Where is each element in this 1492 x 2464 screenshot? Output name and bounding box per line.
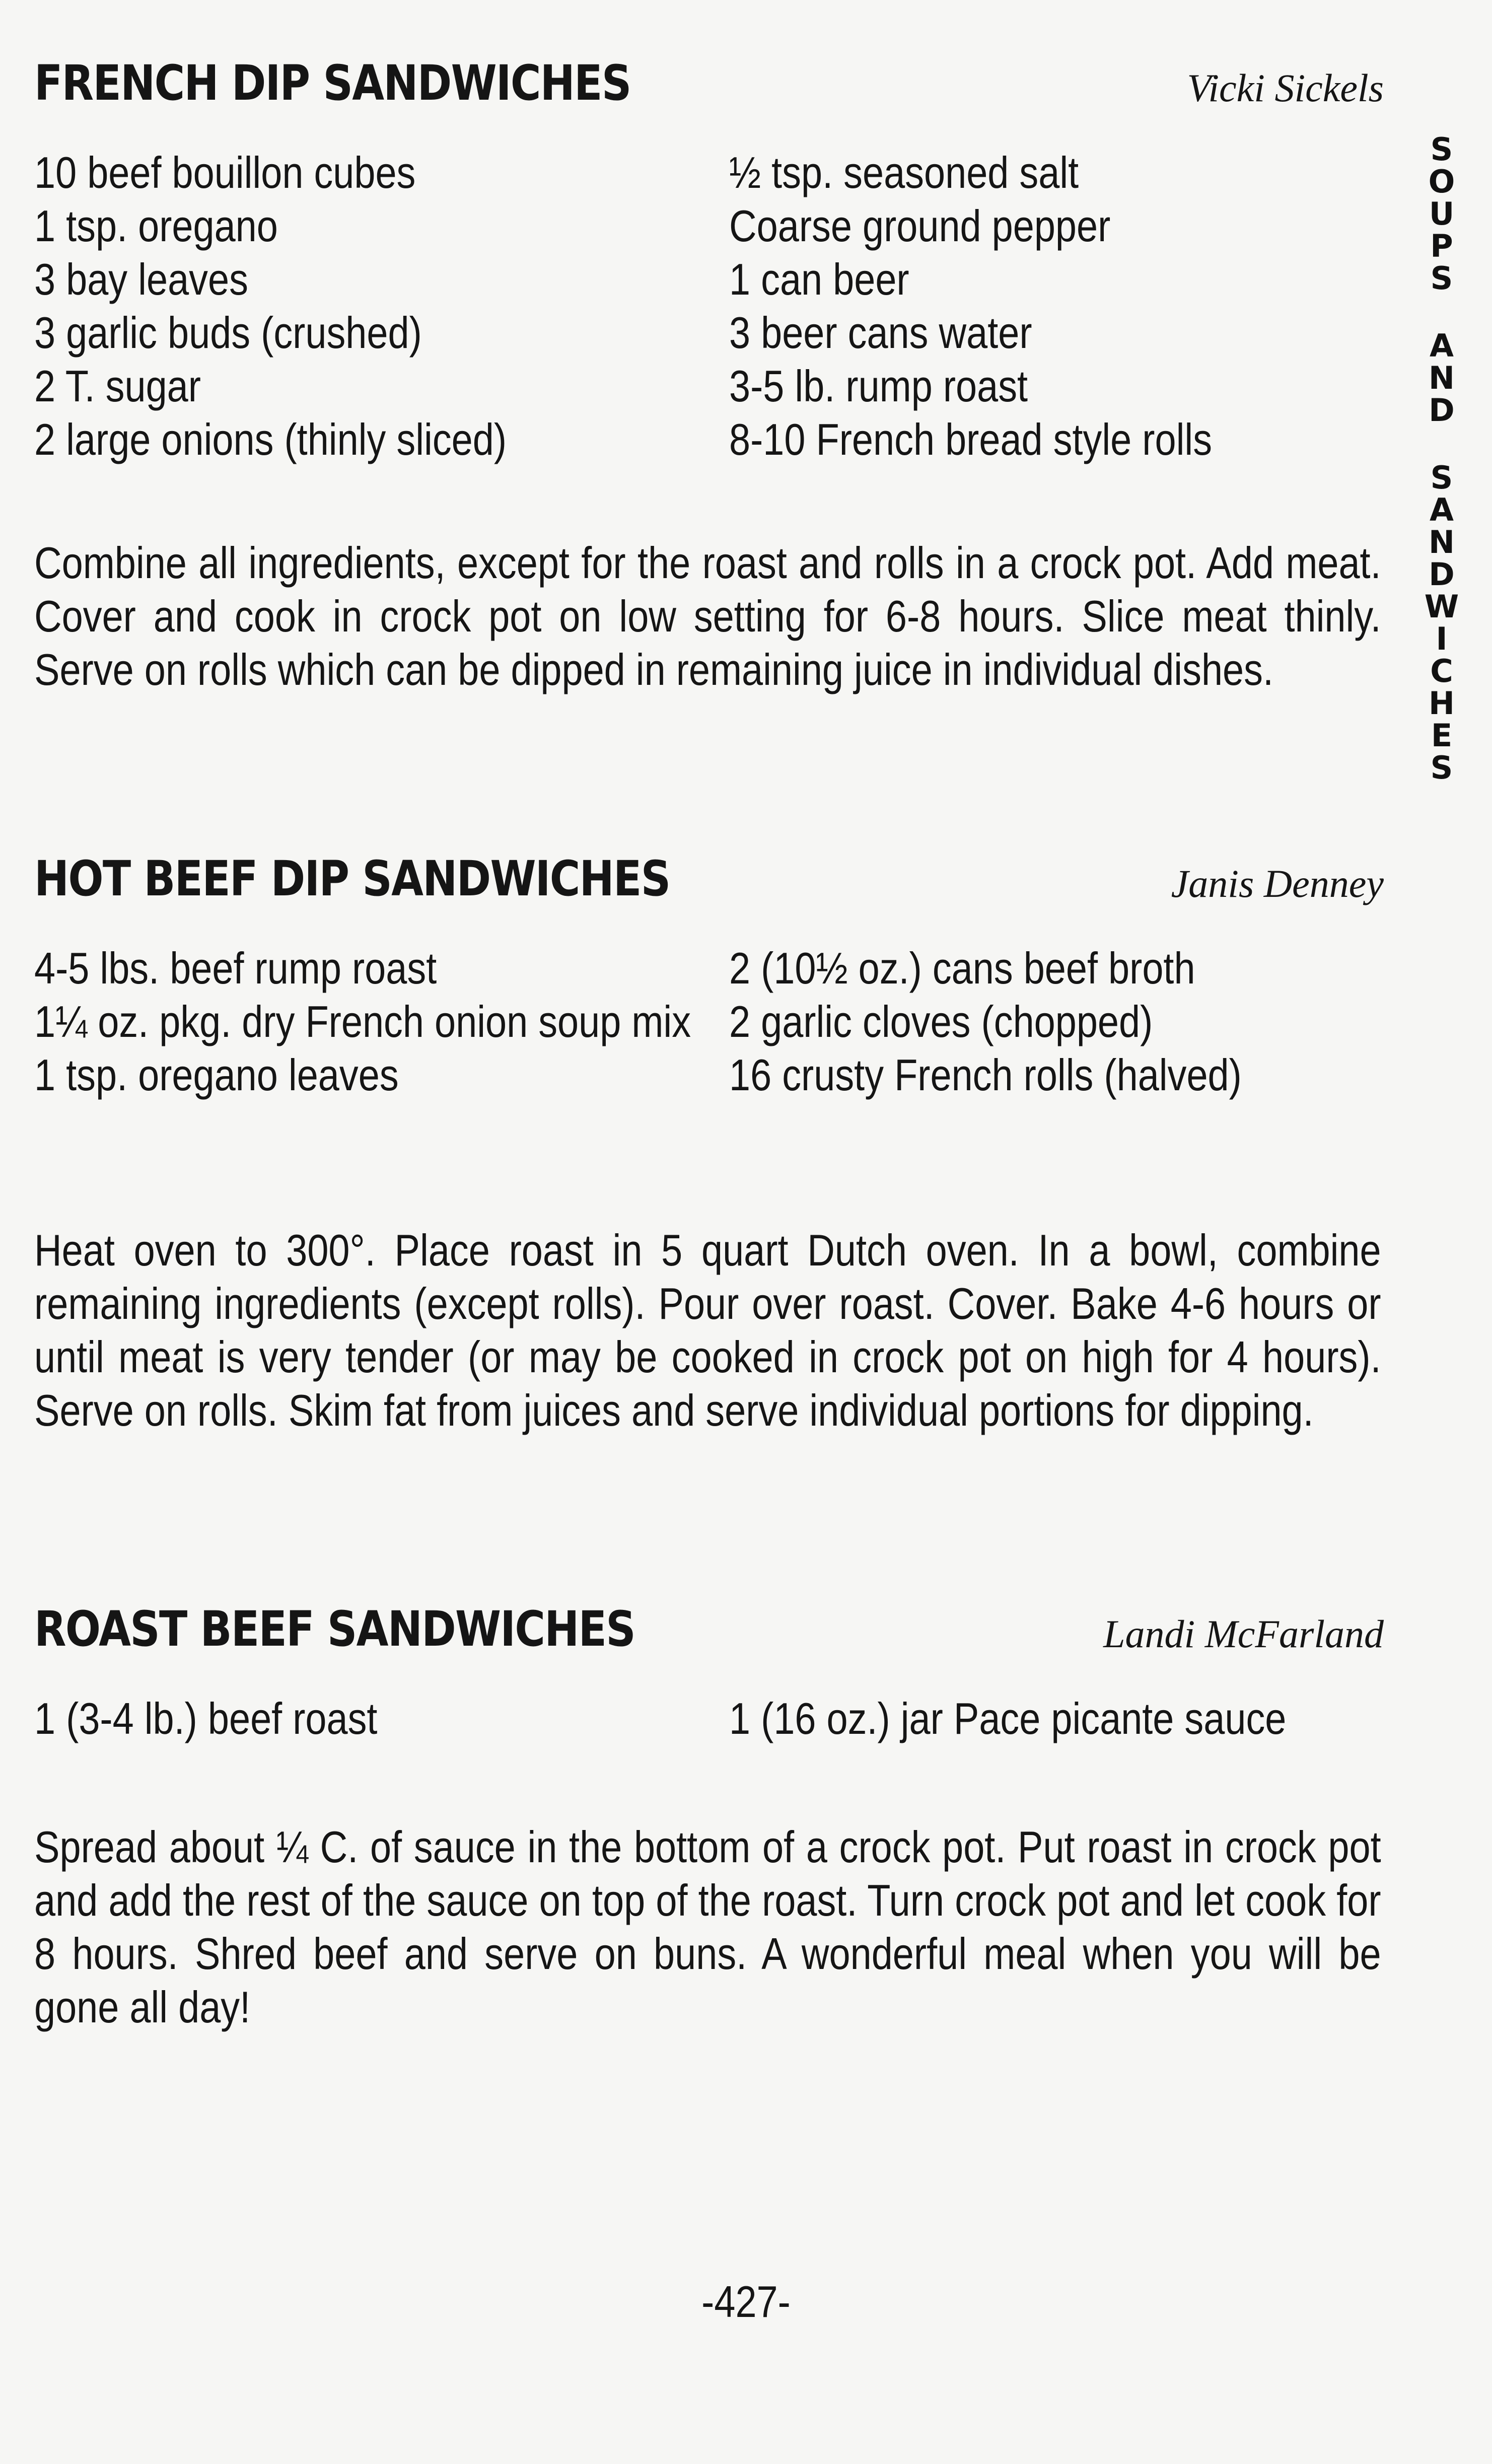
section-tab-letter: H	[1429, 685, 1455, 722]
section-tab-letter: S	[1430, 260, 1453, 297]
ingredient-column-left	[34, 942, 729, 1102]
section-tab-letter: D	[1429, 556, 1455, 593]
recipe-header	[34, 1596, 1384, 1662]
ingredient: 1 (3-4 lb.) beef roast	[34, 1694, 378, 1743]
section-tab-letter: E	[1431, 717, 1453, 754]
ingredient-list	[34, 942, 1384, 1158]
section-tab-letter: N	[1429, 360, 1455, 396]
recipe-french-dip	[34, 50, 1384, 694]
ingredient: 3 garlic buds (crushed)	[34, 308, 422, 358]
section-tab-letter: P	[1430, 228, 1453, 264]
section-tab-word	[1414, 459, 1469, 786]
ingredient-column-right	[729, 942, 1384, 1102]
ingredient-column-left	[34, 1692, 729, 1745]
ingredient: 1 tsp. oregano leaves	[34, 1050, 399, 1100]
recipe-header	[34, 846, 1384, 911]
ingredient: 3-5 lb. rump roast	[729, 361, 1028, 411]
ingredient: 2 large onions (thinly sliced)	[34, 414, 507, 464]
section-tab-letter: W	[1424, 588, 1459, 625]
recipe-roast-beef	[34, 1596, 1384, 2032]
section-tab-letter: A	[1430, 327, 1454, 364]
ingredient: Coarse ground pepper	[729, 201, 1111, 251]
recipe-author: Janis Denney	[1171, 862, 1384, 905]
section-tab-letter: N	[1429, 524, 1455, 560]
recipe-title: HOT BEEF DIP SANDWICHES	[34, 851, 670, 907]
ingredient: 1¼ oz. pkg. dry French onion soup mix	[34, 997, 691, 1046]
ingredient-list	[34, 1692, 1384, 1747]
section-tab-letter: S	[1430, 131, 1453, 168]
recipe-directions: Heat oven to 300°. Place roast in 5 quart Dutch oven. In a bowl, combine remaining ingredients (except rolls). Pour over roast. Cover. Bake 4-6 hours or until meat is very tender (or may be cooked in crock pot on high for 4 hours). Serve on rolls. Skim fat from juices and serve individual portions for dipping.	[34, 1225, 1381, 1435]
recipe-directions: Combine all ingredients, except for the roast and rolls in a crock pot. Add meat. Cover and cook in crock pot on low setting for 6-8 hours. Slice meat thinly. Serve on rolls which can be dipped in remaining juice in individual dishes.	[34, 538, 1381, 694]
recipe-title: FRENCH DIP SANDWICHES	[34, 55, 631, 111]
ingredient-column-left	[34, 146, 729, 466]
ingredient: 10 beef bouillon cubes	[34, 148, 416, 197]
section-tab-word	[1414, 327, 1469, 429]
ingredient: 1 (16 oz.) jar Pace picante sauce	[729, 1694, 1287, 1743]
section-tab-letter: S	[1430, 459, 1453, 496]
ingredient: 3 bay leaves	[34, 254, 248, 304]
section-tab	[1414, 133, 1469, 784]
ingredient-column-right	[729, 1692, 1384, 1745]
ingredient-list	[34, 146, 1384, 468]
ingredient: ½ tsp. seasoned salt	[729, 148, 1079, 197]
recipe-hot-beef-dip	[34, 846, 1384, 1435]
section-tab-letter: I	[1436, 620, 1448, 657]
recipe-directions: Spread about ¼ C. of sauce in the bottom of a crock pot. Put roast in crock pot and add the rest of the sauce on top of the roast. Turn crock pot and let cook for 8 hours. Shred beef and serve on buns. A wonderful meal when you will be gone all day!	[34, 1822, 1381, 2032]
recipe-header	[34, 50, 1384, 116]
ingredient: 16 crusty French rolls (halved)	[729, 1050, 1242, 1100]
ingredient: 1 tsp. oregano	[34, 201, 278, 251]
section-tab-letter: O	[1428, 163, 1455, 200]
recipe-author: Vicki Sickels	[1187, 66, 1384, 110]
section-tab-letter: C	[1430, 653, 1453, 689]
ingredient: 1 can beer	[729, 254, 909, 304]
ingredient: 4-5 lbs. beef rump roast	[34, 943, 437, 993]
ingredient-column-right	[729, 146, 1384, 466]
section-tab-word	[1414, 133, 1469, 295]
ingredient: 2 T. sugar	[34, 361, 201, 411]
ingredient: 8-10 French bread style rolls	[729, 414, 1213, 464]
section-tab-letter: S	[1430, 749, 1453, 786]
section-tab-letter: U	[1429, 195, 1455, 232]
ingredient: 2 (10½ oz.) cans beef broth	[729, 943, 1195, 993]
ingredient: 3 beer cans water	[729, 308, 1032, 358]
section-tab-letter: D	[1429, 392, 1455, 429]
recipe-title: ROAST BEEF SANDWICHES	[34, 1601, 635, 1657]
recipe-author: Landi McFarland	[1103, 1612, 1384, 1656]
page-number: -427-	[701, 2277, 791, 2327]
ingredient: 2 garlic cloves (chopped)	[729, 997, 1153, 1046]
section-tab-letter: A	[1430, 491, 1454, 528]
